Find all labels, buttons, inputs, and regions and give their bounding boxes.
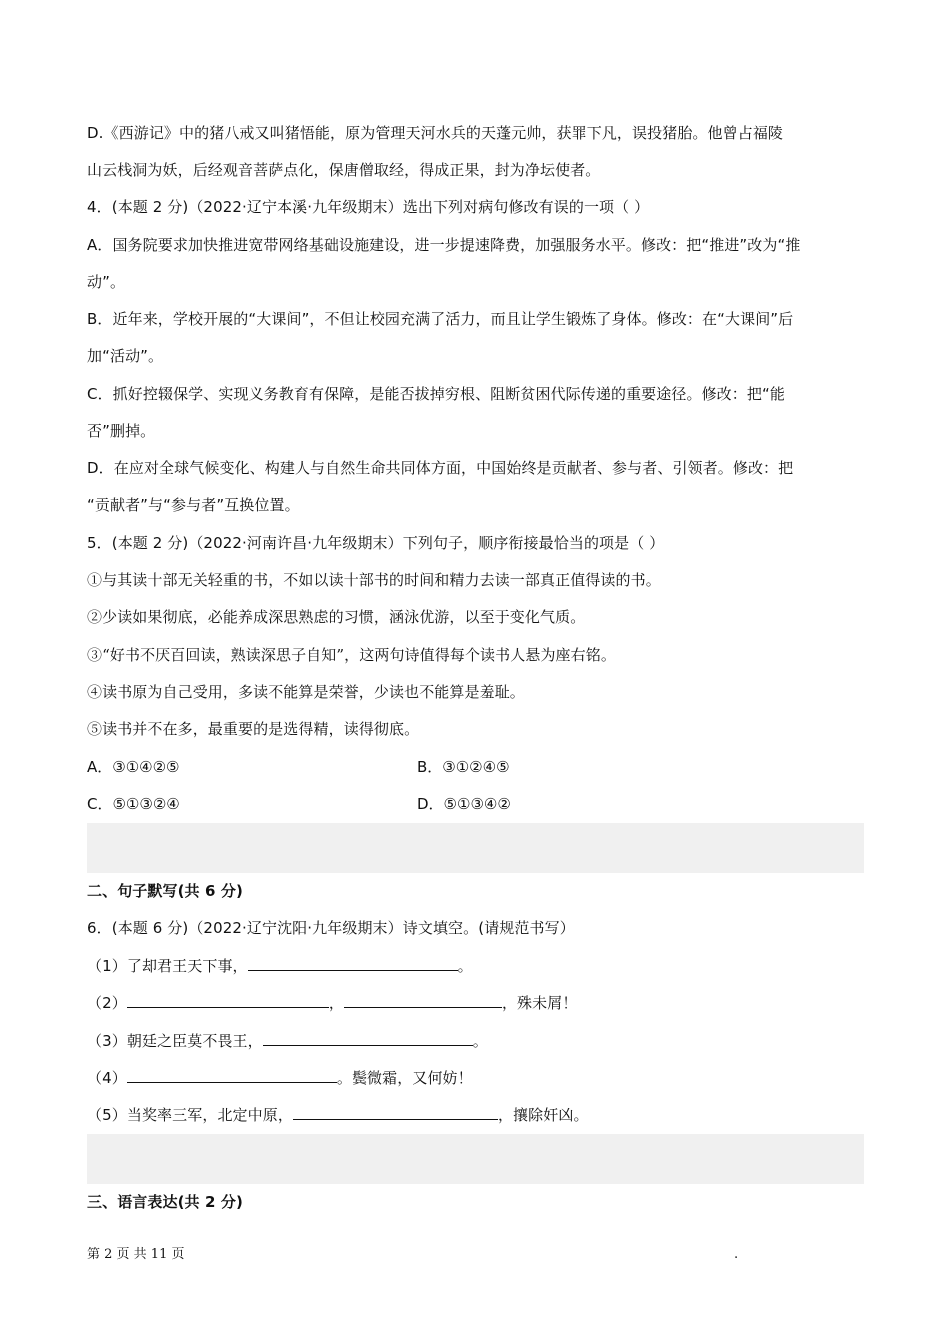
q6-item-3-suffix: 。 [472,1032,488,1050]
q5-stem: 5．(本题 2 分)（2022·河南许昌·九年级期末）下列句子，顺序衔接最恰当的项是（ ） [87,534,665,552]
q6-item-4-blank[interactable] [127,1068,337,1083]
section-2-title: 二、句子默写(共 6 分) [87,882,243,900]
q5-sentence-4: ④读书原为自己受用，多读不能算是荣誉，少读也不能算是羞耻。 [87,683,525,701]
answer-box-1 [87,823,864,873]
q6-item-2-separator: ， [328,994,344,1012]
q3-option-d-line1: D.《西游记》中的猪八戒又叫猪悟能，原为管理天河水兵的天蓬元帅，获罪下凡，误投猪胎。他曾占福陵 [87,124,784,142]
q6-item-2 [87,993,867,1013]
q4-option-d-line2: “贡献者”与“参与者”互换位置。 [87,496,300,514]
q5-option-b: B．③①②④⑤ [417,758,510,776]
q5-sentence-5: ⑤读书并不在多，最重要的是选得精，读得彻底。 [87,720,420,738]
q5-sentence-3: ③“好书不厌百回读，熟读深思子自知”，这两句诗值得每个读书人悬为座右铭。 [87,646,616,664]
q5-option-a: A．③①④②⑤ [87,758,180,776]
q6-item-3-prefix: （3）朝廷之臣莫不畏王， [87,1032,263,1050]
q6-item-2-prefix: （2） [87,994,127,1012]
q6-item-2-suffix: ，殊未屑！ [501,994,578,1012]
page-number: 第 2 页 共 11 页 [87,1247,185,1262]
q4-option-b-line2: 加“活动”。 [87,347,164,365]
q4-stem: 4．(本题 2 分)（2022·辽宁本溪·九年级期末）选出下列对病句修改有误的一项（ ） [87,198,650,216]
q6-item-5-suffix: ，攘除奸凶。 [497,1106,589,1124]
q3-option-d-line2: 山云栈洞为妖，后经观音菩萨点化，保唐僧取经，得成正果，封为净坛使者。 [87,161,601,179]
q5-option-c: C．⑤①③②④ [87,795,180,813]
q6-item-1-prefix: （1）了却君王天下事， [87,957,248,975]
section-3-title: 三、语言表达(共 2 分) [87,1193,243,1211]
q6-item-3 [87,1031,867,1051]
q4-option-a-line2: 动”。 [87,273,126,291]
q6-item-1-blank[interactable] [248,956,458,971]
q4-option-b-line1: B．近年来，学校开展的“大课间”，不但让校园充满了活力，而且让学生锻炼了身体。修改：在“大课间”后 [87,310,794,328]
footer-dot: . [734,1247,739,1262]
q6-item-2-blank-2[interactable] [344,993,502,1008]
q6-item-5-prefix: （5）当奖率三军，北定中原， [87,1106,293,1124]
q4-option-c-line1: C．抓好控辍保学、实现义务教育有保障，是能否拔掉穷根、阻断贫困代际传递的重要途径。修改：把“能 [87,385,785,403]
q6-item-3-blank[interactable] [263,1031,473,1046]
q6-item-1 [87,956,867,976]
q6-item-4-suffix: 。鬓微霜，又何妨！ [336,1069,473,1087]
q6-item-5 [87,1105,867,1125]
q6-item-4 [87,1068,867,1088]
q4-option-c-line2: 否”删掉。 [87,422,156,440]
q5-sentence-1: ①与其读十部无关轻重的书，不如以读十部书的时间和精力去读一部真正值得读的书。 [87,571,661,589]
q6-item-5-blank[interactable] [293,1105,498,1120]
q6-stem: 6．(本题 6 分)（2022·辽宁沈阳·九年级期末）诗文填空。(请规范书写） [87,919,575,937]
q5-option-d: D．⑤①③④② [417,795,511,813]
answer-box-2 [87,1134,864,1184]
q5-sentence-2: ②少读如果彻底，必能养成深思熟虑的习惯，涵泳优游，以至于变化气质。 [87,608,586,626]
q6-item-2-blank-1[interactable] [127,993,329,1008]
q4-option-d-line1: D．在应对全球气候变化、构建人与自然生命共同体方面，中国始终是贡献者、参与者、引领者。修改：把 [87,459,794,477]
q4-option-a-line1: A．国务院要求加快推进宽带网络基础设施建设，进一步提速降费，加强服务水平。修改：把“推进”改为“推 [87,236,801,254]
q6-item-4-prefix: （4） [87,1069,127,1087]
q6-item-1-suffix: 。 [457,957,473,975]
